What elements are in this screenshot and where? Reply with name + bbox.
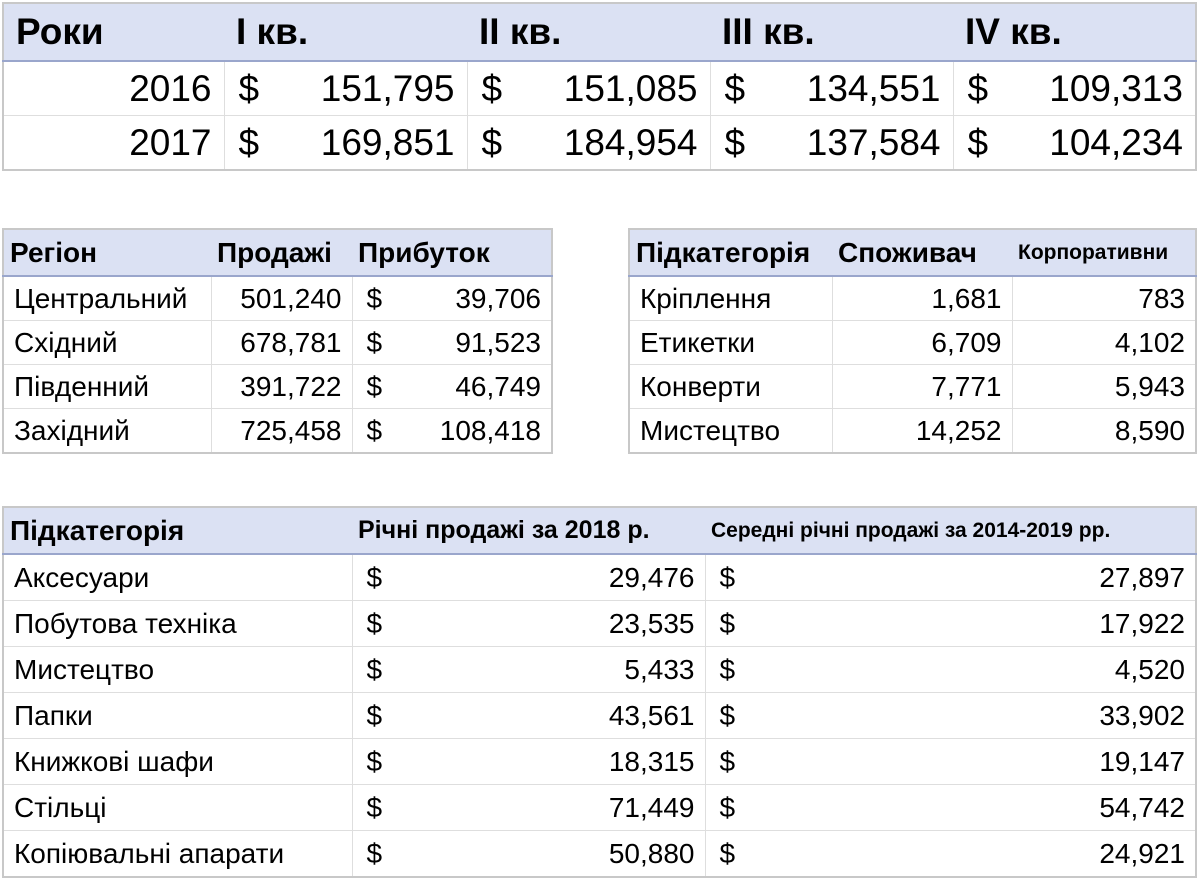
table-header-row (3, 229, 552, 276)
q3-cell[interactable] (710, 61, 953, 116)
profit-value: 39,706 (455, 282, 541, 314)
sales-2018-cell[interactable] (352, 785, 705, 831)
sales-2018-cell[interactable] (352, 693, 705, 739)
q2-value: 151,085 (563, 67, 698, 109)
region-cell[interactable]: Східний (3, 321, 211, 365)
table-row (3, 831, 1196, 878)
q1-value: 169,851 (320, 121, 455, 163)
table-row (3, 739, 1196, 785)
sales-2018-value: 71,449 (608, 791, 695, 823)
column-header-consumer[interactable]: Споживач (832, 229, 1012, 276)
segment-sales-table (628, 228, 1197, 454)
table-row (629, 321, 1196, 365)
average-sales-cell[interactable] (705, 647, 1196, 693)
consumer-cell[interactable]: 6,709 (832, 321, 1012, 365)
corporate-cell[interactable]: 783 (1012, 276, 1196, 321)
currency-symbol: $ (366, 326, 383, 358)
corporate-cell[interactable]: 4,102 (1012, 321, 1196, 365)
subcategory-cell[interactable]: Папки (3, 693, 352, 739)
currency-symbol: $ (719, 745, 736, 777)
table-row (3, 116, 1196, 171)
profit-cell[interactable] (352, 276, 552, 321)
currency-symbol: $ (366, 607, 383, 639)
currency-symbol: $ (238, 121, 260, 163)
q2-value: 184,954 (563, 121, 698, 163)
subcategory-cell[interactable]: Стільці (3, 785, 352, 831)
q2-cell[interactable] (467, 116, 710, 171)
year-cell[interactable]: 2016 (3, 61, 224, 116)
corporate-cell[interactable]: 5,943 (1012, 365, 1196, 409)
table-row (3, 554, 1196, 601)
subcategory-cell[interactable]: Книжкові шафи (3, 739, 352, 785)
column-header-sales[interactable]: Продажі (211, 229, 352, 276)
currency-symbol: $ (719, 791, 736, 823)
column-header-q1[interactable]: I кв. (224, 3, 467, 61)
sales-2018-value: 23,535 (608, 607, 695, 639)
column-header-corporate[interactable]: Корпоративни (1012, 229, 1196, 276)
sales-cell[interactable]: 501,240 (211, 276, 352, 321)
sales-2018-cell[interactable] (352, 601, 705, 647)
consumer-cell[interactable]: 7,771 (832, 365, 1012, 409)
q3-cell[interactable] (710, 116, 953, 171)
currency-symbol: $ (724, 67, 746, 109)
table-row (3, 321, 552, 365)
region-sales-table (2, 228, 553, 454)
currency-symbol: $ (719, 607, 736, 639)
subcategory-cell[interactable]: Аксесуари (3, 554, 352, 601)
average-sales-value: 24,921 (1099, 837, 1185, 869)
q4-value: 109,313 (1049, 67, 1183, 109)
currency-symbol: $ (481, 67, 503, 109)
currency-symbol: $ (366, 370, 383, 402)
q3-value: 134,551 (806, 67, 941, 109)
subcategory-cell[interactable]: Копіювальні апарати (3, 831, 352, 878)
region-cell[interactable]: Західний (3, 409, 211, 454)
average-sales-value: 33,902 (1099, 699, 1185, 731)
average-sales-cell[interactable] (705, 554, 1196, 601)
average-sales-value: 17,922 (1099, 607, 1185, 639)
table-row (629, 409, 1196, 454)
table-row (3, 785, 1196, 831)
currency-symbol: $ (719, 837, 736, 869)
column-header-q2[interactable]: II кв. (467, 3, 710, 61)
q1-value: 151,795 (320, 67, 455, 109)
average-sales-value: 27,897 (1099, 561, 1185, 593)
currency-symbol: $ (366, 561, 383, 593)
currency-symbol: $ (366, 791, 383, 823)
subcategory-cell[interactable]: Побутова техніка (3, 601, 352, 647)
sales-2018-value: 29,476 (608, 561, 695, 593)
table-row (3, 693, 1196, 739)
table-row (3, 601, 1196, 647)
sales-2018-cell[interactable] (352, 739, 705, 785)
sales-cell[interactable]: 678,781 (211, 321, 352, 365)
q1-cell[interactable] (224, 61, 467, 116)
average-sales-cell[interactable] (705, 739, 1196, 785)
q2-cell[interactable] (467, 61, 710, 116)
column-header-sales-2018[interactable]: Річні продажі за 2018 р. (352, 507, 705, 554)
q4-cell[interactable] (953, 116, 1196, 171)
currency-symbol: $ (719, 561, 736, 593)
average-sales-cell[interactable] (705, 601, 1196, 647)
subcategory-cell[interactable]: Мистецтво (3, 647, 352, 693)
table-header-row (3, 507, 1196, 554)
q4-cell[interactable] (953, 61, 1196, 116)
table-header-row (3, 3, 1196, 61)
table-row (3, 61, 1196, 116)
average-sales-cell[interactable] (705, 831, 1196, 878)
currency-symbol: $ (366, 282, 383, 314)
column-header-q4[interactable]: IV кв. (953, 3, 1196, 61)
currency-symbol: $ (967, 121, 989, 163)
column-header-subcategory[interactable]: Підкатегорія (629, 229, 832, 276)
currency-symbol: $ (481, 121, 503, 163)
profit-cell[interactable] (352, 409, 552, 454)
currency-symbol: $ (366, 699, 383, 731)
profit-value: 108,418 (439, 414, 541, 446)
sales-2018-value: 18,315 (608, 745, 695, 777)
table-row (3, 409, 552, 454)
sales-2018-value: 50,880 (608, 837, 695, 869)
currency-symbol: $ (238, 67, 260, 109)
table-row (629, 276, 1196, 321)
profit-value: 46,749 (455, 370, 541, 402)
table-row (629, 365, 1196, 409)
currency-symbol: $ (366, 414, 383, 446)
consumer-cell[interactable]: 14,252 (832, 409, 1012, 454)
region-cell[interactable]: Центральний (3, 276, 211, 321)
sales-2018-value: 43,561 (608, 699, 695, 731)
currency-symbol: $ (967, 67, 989, 109)
subcategory-cell[interactable]: Мистецтво (629, 409, 832, 454)
profit-value: 91,523 (455, 326, 541, 358)
average-sales-value: 19,147 (1099, 745, 1185, 777)
column-header-years[interactable]: Роки (3, 3, 224, 61)
currency-symbol: $ (366, 653, 383, 685)
q3-value: 137,584 (806, 121, 941, 163)
average-sales-value: 4,520 (1114, 653, 1185, 685)
column-header-profit[interactable]: Прибуток (352, 229, 552, 276)
profit-cell[interactable] (352, 365, 552, 409)
q1-cell[interactable] (224, 116, 467, 171)
currency-symbol: $ (366, 837, 383, 869)
currency-symbol: $ (719, 653, 736, 685)
column-header-subcategory[interactable]: Підкатегорія (3, 507, 352, 554)
region-cell[interactable]: Південний (3, 365, 211, 409)
average-sales-cell[interactable] (705, 693, 1196, 739)
corporate-cell[interactable]: 8,590 (1012, 409, 1196, 454)
column-header-average-sales[interactable]: Середні річні продажі за 2014-2019 рр. (705, 507, 1196, 554)
sales-2018-value: 5,433 (624, 653, 695, 685)
sales-2018-cell[interactable] (352, 647, 705, 693)
annual-sales-table (2, 506, 1197, 878)
table-row (3, 365, 552, 409)
average-sales-value: 54,742 (1099, 791, 1185, 823)
column-header-q3[interactable]: III кв. (710, 3, 953, 61)
table-row (3, 647, 1196, 693)
currency-symbol: $ (724, 121, 746, 163)
table-header-row (629, 229, 1196, 276)
currency-symbol: $ (719, 699, 736, 731)
profit-cell[interactable] (352, 321, 552, 365)
quarterly-sales-table (2, 2, 1197, 171)
subcategory-cell[interactable]: Конверти (629, 365, 832, 409)
year-cell[interactable]: 2017 (3, 116, 224, 171)
consumer-cell[interactable]: 1,681 (832, 276, 1012, 321)
sales-2018-cell[interactable] (352, 554, 705, 601)
subcategory-cell[interactable]: Кріплення (629, 276, 832, 321)
average-sales-cell[interactable] (705, 785, 1196, 831)
sales-cell[interactable]: 725,458 (211, 409, 352, 454)
column-header-region[interactable]: Регіон (3, 229, 211, 276)
sales-cell[interactable]: 391,722 (211, 365, 352, 409)
table-row (3, 276, 552, 321)
currency-symbol: $ (366, 745, 383, 777)
sales-2018-cell[interactable] (352, 831, 705, 878)
subcategory-cell[interactable]: Етикетки (629, 321, 832, 365)
q4-value: 104,234 (1049, 121, 1183, 163)
